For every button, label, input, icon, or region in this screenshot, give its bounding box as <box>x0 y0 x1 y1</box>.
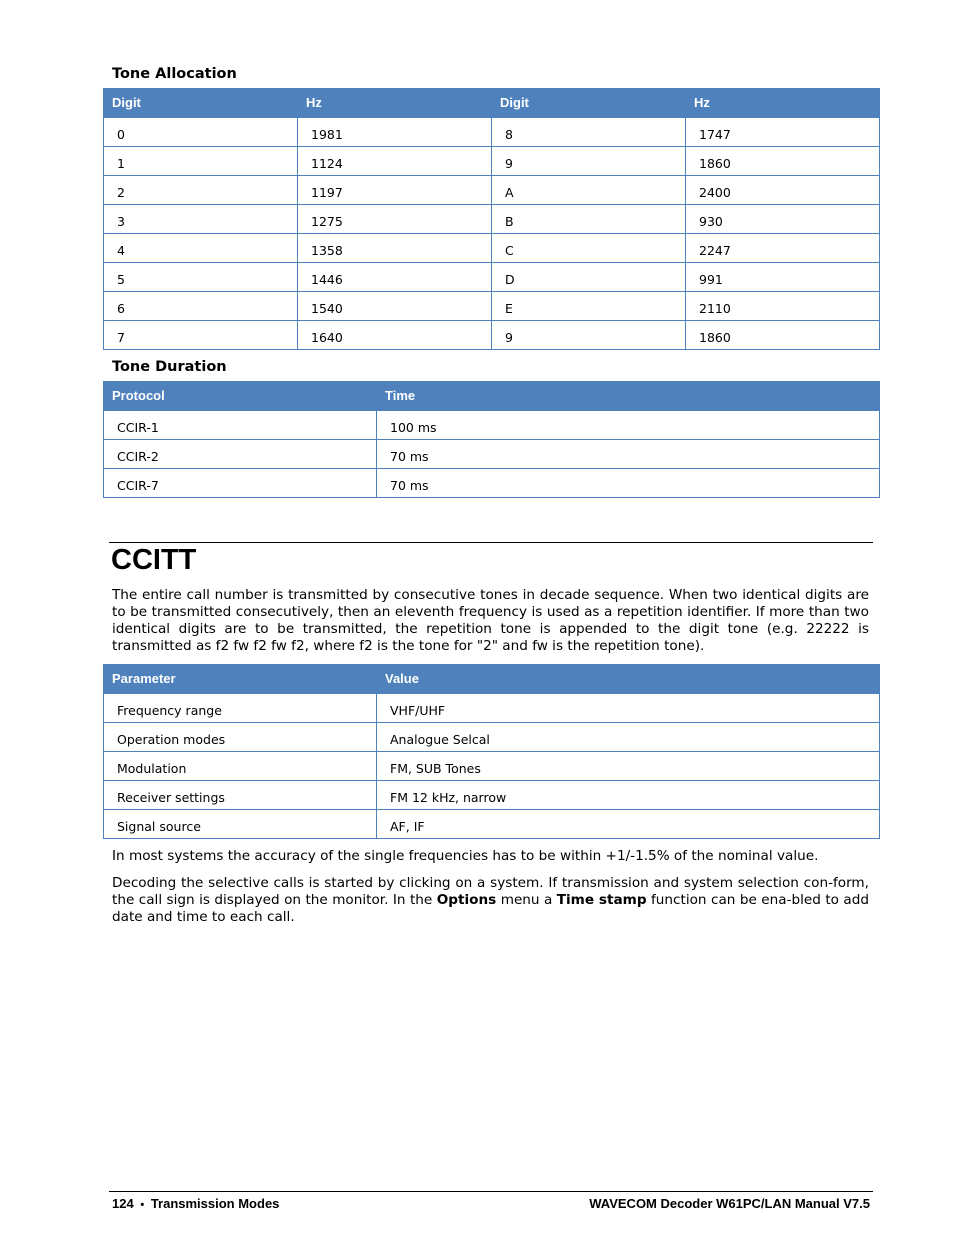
footer-bullet: • <box>140 1199 145 1211</box>
table-cell: Signal source <box>104 809 377 838</box>
table-cell: 1860 <box>686 320 880 349</box>
table-cell: 9 <box>492 146 686 175</box>
column-header: Value <box>377 664 880 693</box>
tone-duration-row <box>104 410 880 439</box>
table-cell: 9 <box>492 320 686 349</box>
table-cell: FM, SUB Tones <box>377 751 880 780</box>
table-cell: CCIR-2 <box>104 439 377 468</box>
table-cell: 1981 <box>298 117 492 146</box>
table-cell: A <box>492 175 686 204</box>
tone-allocation-row <box>104 233 880 262</box>
tone-allocation-heading: Tone Allocation <box>112 66 237 82</box>
table-cell: 3 <box>104 204 298 233</box>
table-cell: 1358 <box>298 233 492 262</box>
table-cell: Receiver settings <box>104 780 377 809</box>
table-cell: 1747 <box>686 117 880 146</box>
column-header: Time <box>377 381 880 410</box>
table-cell: 70 ms <box>377 439 880 468</box>
table-cell: 0 <box>104 117 298 146</box>
table-cell: E <box>492 291 686 320</box>
table-cell: 1197 <box>298 175 492 204</box>
table-cell: Operation modes <box>104 722 377 751</box>
ccitt-title: CCITT <box>111 544 197 576</box>
ccitt-intro: The entire call number is transmitted by consecutive tones in decade sequence. When two identical digits are to be transmitted consecutively, then an eleventh frequency is used as a repetition identifier. If more than two identical digits are to be transmitted, the repetition tone is appended to the digit tone (e.g. 22222 is transmitted as f2 fw f2 fw f2, where f2 is the tone for "2" and fw is the repetition tone). <box>112 587 869 654</box>
tone-duration-row <box>104 468 880 497</box>
page-number: 124 <box>112 1196 134 1211</box>
column-header: Hz <box>298 88 492 117</box>
table-cell: 5 <box>104 262 298 291</box>
table-cell: 1124 <box>298 146 492 175</box>
table-cell: FM 12 kHz, narrow <box>377 780 880 809</box>
column-header: Digit <box>104 88 298 117</box>
parameter-row <box>104 722 880 751</box>
table-cell: 6 <box>104 291 298 320</box>
column-header: Protocol <box>104 381 377 410</box>
table-cell: 1640 <box>298 320 492 349</box>
table-cell: 8 <box>492 117 686 146</box>
decoding-paragraph <box>112 875 869 926</box>
table-cell: 2400 <box>686 175 880 204</box>
table-cell: 1446 <box>298 262 492 291</box>
table-cell: CCIR-1 <box>104 410 377 439</box>
footer-left <box>112 1196 279 1211</box>
parameter-row <box>104 780 880 809</box>
table-cell: C <box>492 233 686 262</box>
tone-allocation-row <box>104 175 880 204</box>
table-cell: 1860 <box>686 146 880 175</box>
tone-duration-heading: Tone Duration <box>112 359 227 375</box>
tone-allocation-row <box>104 291 880 320</box>
parameter-row <box>104 751 880 780</box>
tone-allocation-row <box>104 262 880 291</box>
footer-rule <box>109 1191 873 1192</box>
table-cell: AF, IF <box>377 809 880 838</box>
table-cell: 7 <box>104 320 298 349</box>
table-cell: 2 <box>104 175 298 204</box>
decoding-text-part: menu a <box>496 892 557 908</box>
parameter-row <box>104 809 880 838</box>
table-cell: Frequency range <box>104 693 377 722</box>
table-cell: Modulation <box>104 751 377 780</box>
tone-allocation-row <box>104 204 880 233</box>
table-cell: VHF/UHF <box>377 693 880 722</box>
tone-duration-row <box>104 439 880 468</box>
time-stamp-label: Time stamp <box>556 892 647 908</box>
column-header: Digit <box>492 88 686 117</box>
column-header: Hz <box>686 88 880 117</box>
options-menu-label: Options <box>436 892 497 908</box>
parameter-row <box>104 693 880 722</box>
table-cell: 2110 <box>686 291 880 320</box>
tone-allocation-table <box>103 88 880 350</box>
section-rule <box>109 542 873 543</box>
table-cell: 100 ms <box>377 410 880 439</box>
accuracy-note: In most systems the accuracy of the single frequencies has to be within +1/-1.5% of the nominal value. <box>112 848 819 864</box>
footer-manual-title: WAVECOM Decoder W61PC/LAN Manual V7.5 <box>589 1196 870 1211</box>
table-cell: 1540 <box>298 291 492 320</box>
table-cell: Analogue Selcal <box>377 722 880 751</box>
ccitt-parameter-table <box>103 664 880 839</box>
table-cell: CCIR-7 <box>104 468 377 497</box>
table-cell: 991 <box>686 262 880 291</box>
table-cell: 4 <box>104 233 298 262</box>
column-header: Parameter <box>104 664 377 693</box>
table-cell: 1275 <box>298 204 492 233</box>
decoding-text-part: Decoding the selective calls is started by clicking on a system. If transmission and system selection con-form, the call sign is displayed on the monitor. In the <box>112 875 869 908</box>
table-cell: D <box>492 262 686 291</box>
table-cell: 1 <box>104 146 298 175</box>
table-cell: 70 ms <box>377 468 880 497</box>
tone-allocation-row <box>104 320 880 349</box>
tone-allocation-row <box>104 117 880 146</box>
table-cell: 2247 <box>686 233 880 262</box>
table-cell: 930 <box>686 204 880 233</box>
table-cell: B <box>492 204 686 233</box>
tone-allocation-row <box>104 146 880 175</box>
decoding-text-part: function can be ena-bled to add date and time to each call. <box>112 892 869 925</box>
tone-duration-table <box>103 381 880 498</box>
footer-section: Transmission Modes <box>150 1196 280 1211</box>
